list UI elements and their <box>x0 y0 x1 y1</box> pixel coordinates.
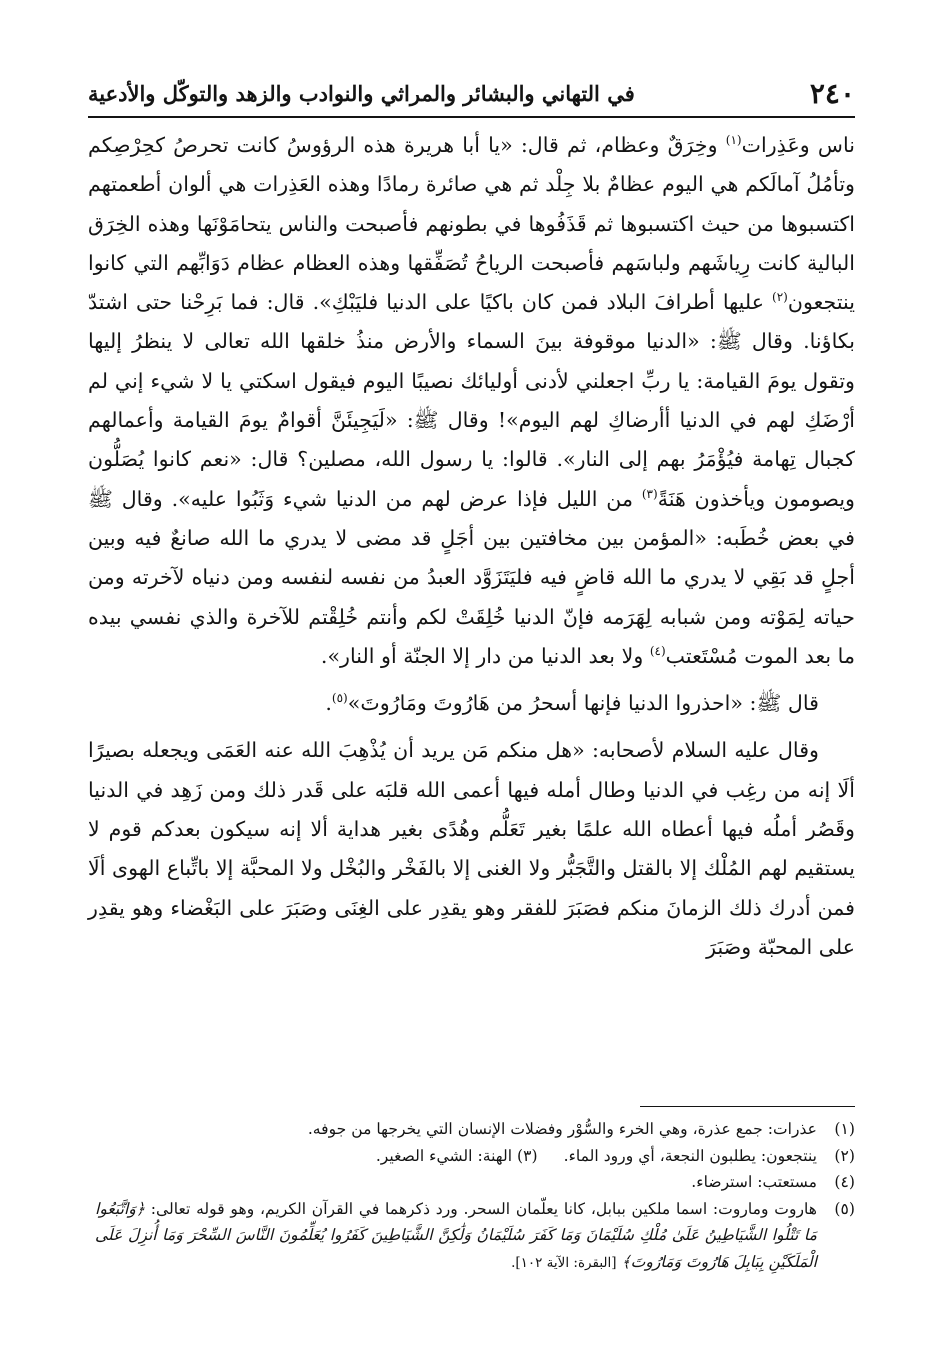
page-header <box>88 70 855 118</box>
footnote-text <box>95 1143 817 1170</box>
footnote-number: (٤) <box>834 1173 855 1191</box>
footnote-2 <box>95 1143 855 1170</box>
footnote-number: (٣) <box>517 1146 538 1165</box>
text-segment: عليها أطرافَ البلاد فمن كان باكيًا على الدنيا فليَبْكِ». قال: فما بَرِحْنا حتى اشتدّ بكاؤنا. وقال ﷺ: «الدنيا موقوفة بينَ السماء والأرض منذُ خلقها الله تعالى لا ينظرُ إليها وتقول يومَ القيامة: يا ربِّ اجعلني لأدنى أوليائك نصيبًا اليوم فيقول اسكتي يا لا شيء إني لم أرْضَكِ لهم في الدنيا أأرضاكِ لهم اليوم»! وقال ﷺ: «لَيَجِيئَنَّ أقوامٌ يومَ القيامة وأعمالهم كجبال تِهامة فيُؤْمَرُ بهم إلى النار». قالوا: يا رسول الله، مصلين؟ قال: «نعم كانوا يُصَلُّون ويصومون ويأخذون هَنَةً <box>88 290 855 511</box>
footnote-ref-5: (٥) <box>331 691 348 706</box>
text-segment: ولا بعد الدنيا من دار إلا الجنّة أو النار». <box>320 643 650 668</box>
verse-reference: [البقرة: الآية ١٠٢]. <box>511 1254 617 1271</box>
text-segment: قال ﷺ: «احذروا الدنيا فإنها أسحرُ من هَارُوتَ ومَارُوتَ» <box>347 691 819 716</box>
main-text <box>88 126 855 967</box>
footnote-text: عذرات: جمع عذرة، وهي الخرء والسُّوْر وفضلات الإنسان التي يخرجها من جوفه. <box>307 1120 817 1138</box>
footnote-ref-4: (٤) <box>649 644 666 658</box>
footnote-number: (٢) <box>834 1146 855 1165</box>
footnote-4 <box>95 1169 855 1196</box>
footnote-separator <box>640 1106 855 1107</box>
footnote-text-part: الهنة: الشيء الصغير. <box>375 1146 513 1165</box>
footnote-1 <box>95 1116 855 1143</box>
text-segment: من الليل فإذا عرض لهم من الدنيا شيء وَثَبُوا عليه». وقال ﷺ في بعض خُطَبه: «المؤمن بين مخافتين بين أجَلٍ قد مضى لا يدري ما الله صانعٌ فيه وبين أجلٍ قد بَقِي لا يدري ما الله قاضٍ فيه فليَتَزَوَّد العبدُ من نفسه لنفسه ومن دنياه لآخرته ومن حياته لِمَوْته ومن شبابه لِهَرَمه فإنّ الدنيا خُلِقَتْ لكم وأنتم خُلِقْتم للآخرة والذي نفسي بيده ما بعد الموت مُسْتَعتب <box>88 486 855 668</box>
footnote-5 <box>95 1196 855 1277</box>
paragraph-1 <box>88 126 855 676</box>
text-segment: . <box>325 691 332 716</box>
quran-verse: ﴿وَاتَّبَعُوا مَا تَتْلُوا الشَّيَاطِينُ عَلَىٰ مُلْكِ سُلَيْمَانَ وَمَا كَفَرَ سُلَيْمَانُ وَلَٰكِنَّ الشَّيَاطِينَ كَفَرُوا يُعَلِّمُونَ النَّاسَ السِّحْرَ وَمَا أُنزِلَ عَلَى الْمَلَكَيْنِ بِبَابِلَ هَارُوتَ وَمَارُوتَ﴾ <box>95 1199 817 1271</box>
footnote-text <box>95 1196 817 1277</box>
footnote-number: (٥) <box>834 1199 855 1218</box>
footnote-text-part: هاروت وماروت: اسما ملكين ببابل، كانا يعلّمان السحر. ورد ذكرهما في القرآن الكريم، وهو قوله تعالى: <box>144 1199 817 1218</box>
footnote-ref-3: (٣) <box>641 486 658 501</box>
paragraph-2 <box>88 684 855 723</box>
footnotes <box>95 1116 855 1276</box>
text-segment: وخِرَقٌ وعظام، ثم قال: «يا أبا هريرة هذه الرؤوسُ كانت تحرصُ كحِرْصِكم وتأمُلُ آمالَكم هي اليوم عظامٌ بلا جِلْد ثم هي صائرة رمادًا وهذه العَذِرات هي ألوان أطعمتهم اكتسبوها من حيث اكتسبوها ثم قَذَفُوها في بطونهم فأصبحت والناس يتحامَوْنَها وهذه الخِرَق البالية كانت رِياشَهم ولباسَهم فأصبحت الرياحُ تُصَفِّقها وهذه العظام عظام دَوَابِّهم التي كانوا ينتجعون <box>88 133 855 315</box>
footnote-text-part: ينتجعون: يطلبون النجعة، أي ورود الماء. <box>563 1146 817 1165</box>
page-number: ٢٤٠ <box>809 76 855 110</box>
footnote-ref-1: (١) <box>725 133 742 148</box>
footnote-ref-2: (٢) <box>772 290 788 305</box>
paragraph-3: وقال عليه السلام لأصحابه: «هل منكم مَن يريد أن يُذْهِبَ الله عنه العَمَى ويجعله بصيرًا ألَا إنه من رغِب في الدنيا وطال أمله فيها أعمى الله قلبَه على قَدر ذلك ومن زَهِد في الدنيا وقَصُر أملُه فيها أعطاه الله علمًا بغير تَعَلُّم وهُدًى بغير هداية ألا إنه سيكون بعدكم قوم لا يستقيم لهم المُلْك إلا بالقتل والتَّجَبُّر ولا الغنى إلا بالفَخْر والبُخْل ولا المحبَّة إلا باتِّباع الهوى ألَا فمن أدرك ذلك الزمانَ منكم فصَبَرَ للفقر وهو يقدِر على الغِنَى وصَبَرَ على البَغْضاء وهو يقدِر على المحبّة وصَبَرَ <box>88 738 855 959</box>
running-title: في التهاني والبشائر والمراثي والنوادب والزهد والتوكّل والأدعية <box>88 80 635 106</box>
text-segment: ناس وعَذِرات <box>741 133 855 157</box>
footnote-text: مستعتب: استرضاء. <box>691 1173 817 1191</box>
footnote-number: (١) <box>834 1120 855 1138</box>
